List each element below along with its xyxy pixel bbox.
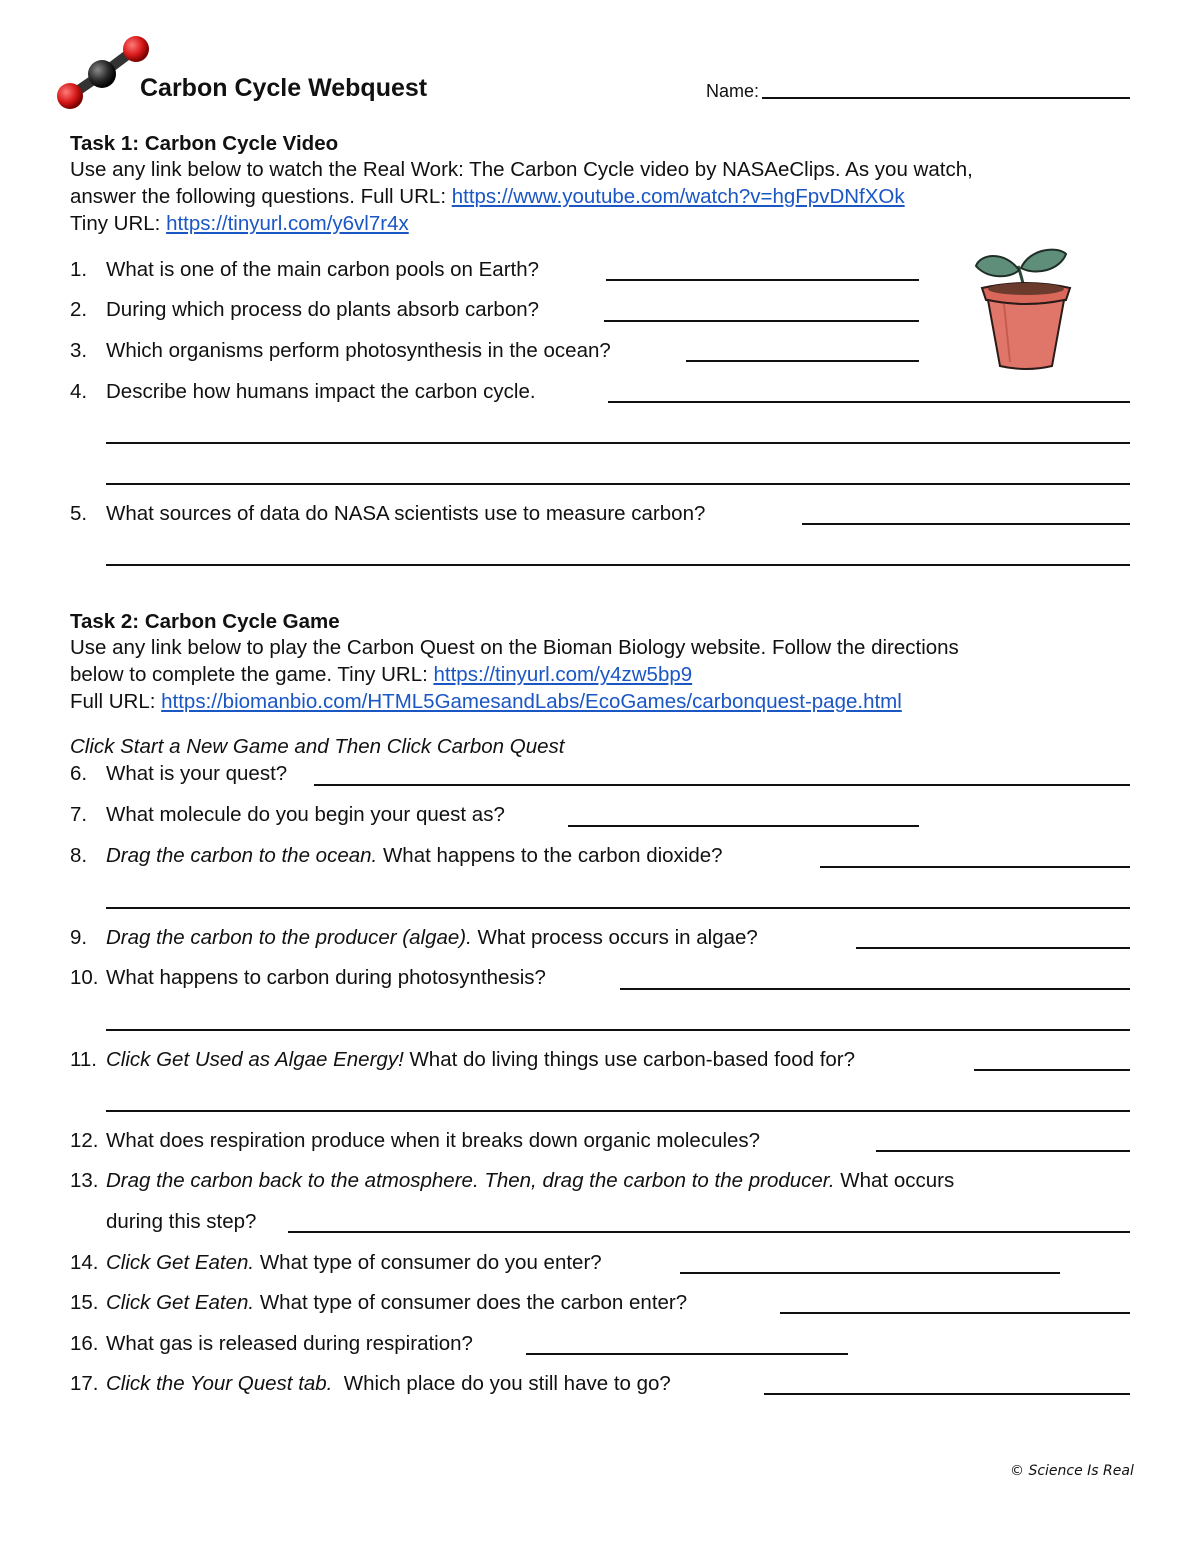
task2-intro-line2 xyxy=(70,662,692,688)
q17-plain: Which place do you still have to go? xyxy=(332,1372,671,1395)
potted-plant-icon xyxy=(974,244,1080,372)
q11-text xyxy=(106,1047,855,1073)
q9-italic: Drag the carbon to the producer (algae). xyxy=(106,926,472,949)
task2-heading: Task 2: Carbon Cycle Game xyxy=(70,610,340,633)
q3-answer-line[interactable] xyxy=(686,360,919,362)
q11-answer-line[interactable] xyxy=(974,1069,1130,1071)
q7-plain: What molecule do you begin your quest as? xyxy=(106,803,505,826)
q8-answer-line[interactable] xyxy=(820,866,1130,868)
q5-text: What sources of data do NASA scientists use to measure carbon? xyxy=(106,502,706,525)
task1-intro-line2 xyxy=(70,184,905,210)
q4-text: Describe how humans impact the carbon cycle. xyxy=(106,380,536,403)
q6-answer-line[interactable] xyxy=(314,784,1130,786)
task1-tiny-url-link[interactable]: https://tinyurl.com/y6vl7r4x xyxy=(166,212,409,235)
q9-plain: What process occurs in algae? xyxy=(471,926,758,949)
q15-text xyxy=(106,1290,687,1316)
task2-tiny-url-label: below to complete the game. Tiny URL: xyxy=(70,663,434,686)
q13-plain: What occurs xyxy=(834,1169,955,1192)
q5-answer-line[interactable] xyxy=(106,564,1130,566)
q10-answer-line[interactable] xyxy=(620,988,1130,990)
q12-text xyxy=(106,1128,760,1154)
q14-answer-line[interactable] xyxy=(680,1272,1060,1274)
q4-answer-line[interactable] xyxy=(608,401,1130,403)
q12-number: 12. xyxy=(70,1129,99,1152)
q10-plain: What happens to carbon during photosynthesis? xyxy=(106,966,546,989)
q14-text xyxy=(106,1250,602,1276)
q8-number: 8. xyxy=(70,844,88,867)
task2-full-url-link[interactable]: https://biomanbio.com/HTML5GamesandLabs/EcoGames/carbonquest-page.html xyxy=(161,690,902,713)
name-label: Name: xyxy=(706,81,760,101)
task2-instruction: Click Start a New Game and Then Click Carbon Quest xyxy=(70,735,565,758)
q8-text xyxy=(106,843,723,869)
q5-number: 5. xyxy=(70,502,88,525)
q12-plain: What does respiration produce when it breaks down organic molecules? xyxy=(106,1129,761,1152)
q9-text xyxy=(106,925,758,951)
q15-answer-line[interactable] xyxy=(780,1312,1130,1314)
q4-answer-line[interactable] xyxy=(106,483,1130,485)
q7-answer-line[interactable] xyxy=(568,825,919,827)
q15-plain: What type of consumer does the carbon enter? xyxy=(254,1291,688,1314)
q15-italic: Click Get Eaten. xyxy=(106,1291,255,1314)
q13-answer-line[interactable] xyxy=(288,1231,1130,1233)
q12-answer-line[interactable] xyxy=(876,1150,1130,1152)
task1-tiny-url-label: Tiny URL: xyxy=(70,212,167,235)
q11-plain: What do living things use carbon-based food for? xyxy=(403,1048,856,1071)
q17-italic: Click the Your Quest tab. xyxy=(106,1372,333,1395)
task2-intro-line1: Use any link below to play the Carbon Quest on the Bioman Biology website. Follow the directions xyxy=(70,636,959,659)
copyright-footer: © Science Is Real xyxy=(1010,1463,1134,1479)
q6-number: 6. xyxy=(70,762,88,785)
q14-italic: Click Get Eaten. xyxy=(106,1251,255,1274)
q2-number: 2. xyxy=(70,298,88,321)
q3-text: Which organisms perform photosynthesis in the ocean? xyxy=(106,339,611,362)
task2-full-url-label: Full URL: xyxy=(70,690,162,713)
q10-answer-line[interactable] xyxy=(106,1029,1130,1031)
name-field[interactable] xyxy=(762,97,1130,99)
q17-answer-line[interactable] xyxy=(764,1393,1130,1395)
task1-full-url-label: answer the following questions. Full URL: xyxy=(70,185,452,208)
q3-number: 3. xyxy=(70,339,88,362)
q9-answer-line[interactable] xyxy=(856,947,1130,949)
q13-plain-cont: during this step? xyxy=(106,1210,257,1233)
task1-full-url-link[interactable]: https://www.youtube.com/watch?v=hgFpvDNfXOk xyxy=(451,185,905,208)
q11-answer-line[interactable] xyxy=(106,1110,1130,1112)
q8-answer-line[interactable] xyxy=(106,907,1130,909)
q13-number: 13. xyxy=(70,1169,99,1192)
q8-italic: Drag the carbon to the ocean. xyxy=(106,844,378,867)
q17-number: 17. xyxy=(70,1372,99,1395)
q4-answer-line[interactable] xyxy=(106,442,1130,444)
q8-plain: What happens to the carbon dioxide? xyxy=(377,844,723,867)
q11-italic: Click Get Used as Algae Energy! xyxy=(106,1048,404,1071)
q15-number: 15. xyxy=(70,1291,99,1314)
q16-text xyxy=(106,1331,473,1357)
q5-answer-line[interactable] xyxy=(802,523,1130,525)
q7-text xyxy=(106,802,505,828)
q2-text: During which process do plants absorb carbon? xyxy=(106,298,540,321)
q13-italic: Drag the carbon back to the atmosphere. Then, drag the carbon to the producer. xyxy=(106,1169,835,1192)
task2-tiny-url-link[interactable]: https://tinyurl.com/y4zw5bp9 xyxy=(433,663,693,686)
q11-number: 11. xyxy=(70,1048,97,1071)
q1-text: What is one of the main carbon pools on Earth? xyxy=(106,258,540,281)
task1-heading: Task 1: Carbon Cycle Video xyxy=(70,132,339,155)
q7-number: 7. xyxy=(70,803,88,826)
q14-plain: What type of consumer do you enter? xyxy=(254,1251,602,1274)
task1-tiny-url-line xyxy=(70,211,409,237)
task1-intro-line1: Use any link below to watch the Real Work: The Carbon Cycle video by NASAeClips. As you watch, xyxy=(70,158,973,181)
q13-text-cont xyxy=(106,1209,256,1235)
q1-number: 1. xyxy=(70,258,88,281)
q10-text xyxy=(106,965,546,991)
q9-number: 9. xyxy=(70,926,88,949)
q13-text xyxy=(106,1168,954,1194)
q2-answer-line[interactable] xyxy=(604,320,919,322)
q16-plain: What gas is released during respiration? xyxy=(106,1332,473,1355)
q16-number: 16. xyxy=(70,1332,99,1355)
q6-plain: What is your quest? xyxy=(106,762,288,785)
q16-answer-line[interactable] xyxy=(526,1353,848,1355)
q10-number: 10. xyxy=(70,966,99,989)
q17-text xyxy=(106,1371,671,1397)
q1-answer-line[interactable] xyxy=(606,279,919,281)
task2-full-url-line xyxy=(70,689,902,715)
q4-number: 4. xyxy=(70,380,88,403)
page-title: Carbon Cycle Webquest xyxy=(140,74,428,102)
q14-number: 14. xyxy=(70,1251,99,1274)
q6-text xyxy=(106,761,287,787)
